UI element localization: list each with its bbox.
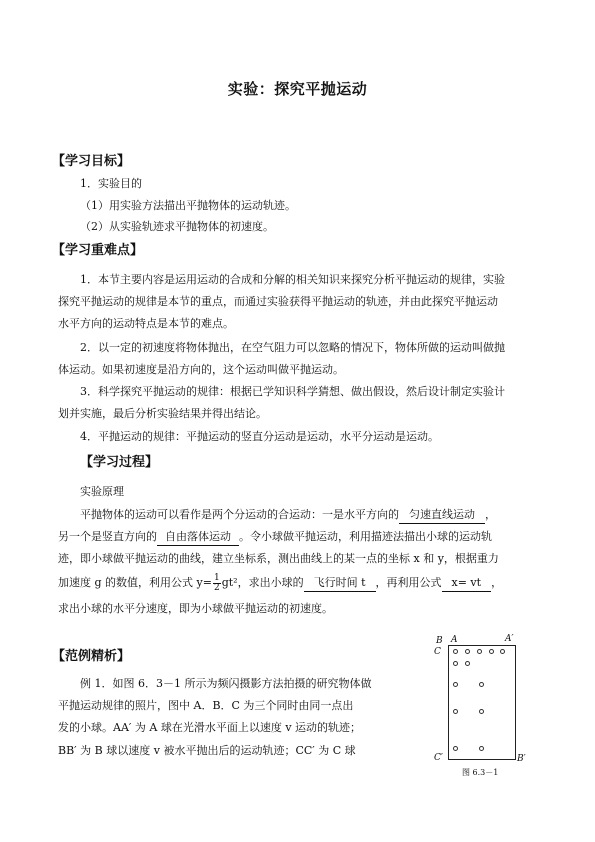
ball-position <box>465 649 470 654</box>
ball-position <box>479 682 484 687</box>
fraction-numerator: 1 <box>213 572 220 583</box>
ball-position <box>453 746 458 751</box>
answer-blank-free-fall: 自由落体运动 <box>157 529 239 546</box>
principle-line-4-text: 加速度 g 的数值，利用公式 y= <box>58 576 212 589</box>
figure-caption: 图 6.3－1 <box>462 768 499 777</box>
answer-blank-uniform-motion: 匀速直线运动 <box>399 507 485 524</box>
formula-fraction <box>213 574 221 593</box>
principle-line-2-end: 。令小球做平抛运动，利用描迹法描出小球的运动轨 <box>239 530 492 543</box>
example-line-3: 发的小球。AA′ 为 A 球在光滑水平面上以速度 v 运动的轨迹； <box>58 721 362 734</box>
example-line-4: BB′ 为 B 球以速度 v 被水平抛出后的运动轨迹；CC′ 为 C 球 <box>58 744 356 757</box>
figure-label-c-prime: C′ <box>434 753 443 763</box>
ball-position <box>453 649 458 654</box>
principle-line-4-end: ， <box>491 576 503 589</box>
principle-heading: 实验原理 <box>80 485 124 498</box>
keypoint-2-line-1: 2．以一定的初速度将物体抛出，在空气阻力可以忽略的情况下，物体所做的运动叫做抛 <box>80 341 505 354</box>
figure-label-a: A <box>451 635 458 645</box>
ball-position <box>479 746 484 751</box>
ball-position <box>465 661 470 666</box>
strobe-photo-frame <box>448 645 516 760</box>
figure-label-b-prime: B′ <box>517 754 526 764</box>
section-heading-goals: 【学习目标】 <box>52 154 131 169</box>
figure-label-a-prime: A′ <box>505 634 514 644</box>
section-heading-process: 【学习过程】 <box>80 455 159 470</box>
goal-sub-1: （1）用实验方法描出平抛物体的运动轨迹。 <box>80 199 296 212</box>
keypoint-1-line-3: 水平方向的运动特点是本节的难点。 <box>58 317 234 330</box>
ball-position <box>477 649 482 654</box>
goal-item-1: 1．实验目的 <box>80 177 142 190</box>
keypoint-1-line-1: 1．本节主要内容是运用运动的合成和分解的相关知识来探究分析平抛运动的规律，实验 <box>80 273 505 286</box>
answer-blank-formula: x= vt <box>442 575 492 592</box>
keypoint-4-line-1: 4．平抛运动的规律：平抛运动的竖直分运动是运动，水平分运动是运动。 <box>80 430 439 443</box>
ball-position <box>453 661 458 666</box>
ball-position <box>489 649 494 654</box>
principle-line-4-mid: gt²，求出小球的 <box>221 576 304 589</box>
ball-position <box>479 709 484 714</box>
figure-label-c: C <box>434 647 441 657</box>
principle-line-4 <box>58 572 502 593</box>
principle-line-3: 迹，即小球做平抛运动的曲线，建立坐标系，测出曲线上的某一点的坐标 x 和 y，根据重力 <box>58 552 499 565</box>
figure-label-b: B <box>436 636 443 646</box>
section-heading-example: 【范例精析】 <box>52 649 131 664</box>
ball-position <box>453 709 458 714</box>
ball-position <box>453 682 458 687</box>
fraction-denominator: 2 <box>213 582 220 593</box>
keypoint-3-line-2: 划并实施，最后分析实验结果并得出结论。 <box>58 407 267 420</box>
ball-position <box>500 649 505 654</box>
goal-sub-2: （2）从实验轨迹求平抛物体的初速度。 <box>80 220 274 233</box>
keypoint-3-line-1: 3．科学探究平抛运动的规律：根据已学知识科学猜想、做出假设，然后设计制定实验计 <box>80 385 505 398</box>
keypoint-1-line-2: 探究平抛运动的规律是本节的重点，而通过实验获得平抛运动的轨迹，并由此探究平抛运动 <box>58 295 498 308</box>
keypoint-2-line-2: 体运动。如果初速度是沿方向的，这个运动叫做平抛运动。 <box>58 363 344 376</box>
example-line-1: 例 1．如图 6．3－1 所示为频闪摄影方法拍摄的研究物体做 <box>80 677 372 690</box>
principle-line-2 <box>58 526 492 547</box>
example-line-2: 平抛运动规律的照片，图中 A．B．C 为三个同时由同一点出 <box>58 699 354 712</box>
principle-line-4-tail: ，再利用公式 <box>375 576 442 589</box>
principle-line-5: 求出小球的水平分速度，即为小球做平抛运动的初速度。 <box>58 602 333 615</box>
page-title: 实验：探究平抛运动 <box>227 80 368 98</box>
answer-blank-flight-time: 飞行时间 t <box>304 575 376 592</box>
principle-line-1-end: ， <box>485 508 496 521</box>
principle-line-1 <box>80 504 496 525</box>
principle-line-2-text: 另一个是竖直方向的 <box>58 530 157 543</box>
principle-line-1-text: 平抛物体的运动可以看作是两个分运动的合运动：一是水平方向的 <box>80 508 399 521</box>
section-heading-keypoints: 【学习重难点】 <box>52 243 144 258</box>
